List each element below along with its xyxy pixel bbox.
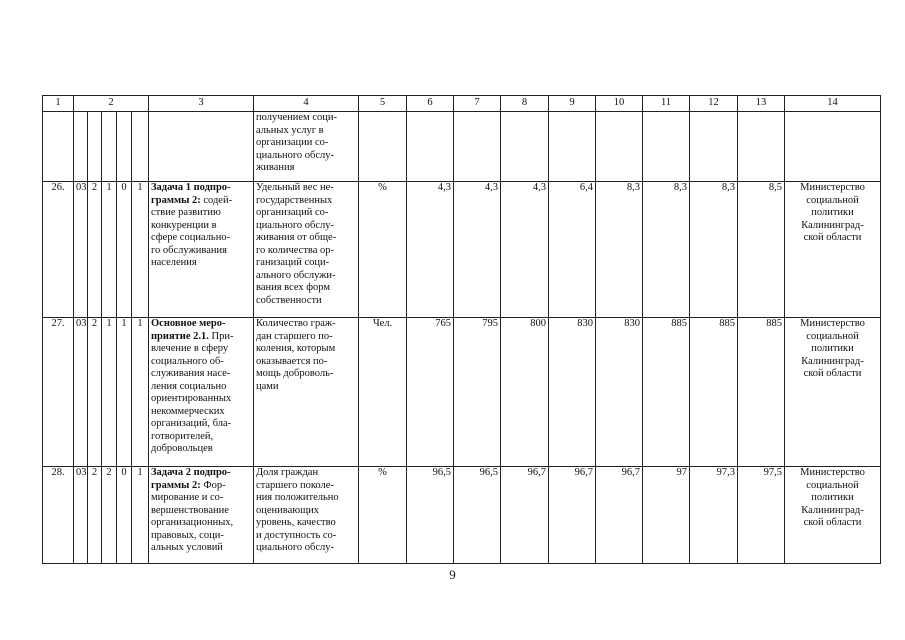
indicators-table [42,95,881,564]
text-line [151,195,251,208]
text-line: социальной [806,330,859,342]
text-line: государственных [256,194,333,206]
header-cell: 14 [785,96,881,112]
code-cell: 2 [102,467,117,564]
header-cell: 10 [596,96,643,112]
value-cell: 830 [549,318,596,467]
text-line: циального обслу- [256,542,335,553]
task-title-bold: граммы 2: [151,194,201,206]
value-cell: 885 [643,318,690,467]
task-title-bold: Задача 2 подпро- [151,467,231,478]
task-title [149,182,254,318]
code-cell: 1 [117,318,132,467]
value-cell: 8,3 [690,182,738,318]
header-cell: 13 [738,96,785,112]
page-number: 9 [449,567,456,582]
unit-cell: % [359,182,407,318]
value-cell: 96,7 [549,467,596,564]
unit-cell: % [359,467,407,564]
header-cell: 2 [74,96,149,112]
code-cell: 1 [102,182,117,318]
task-title-bold: Задача 1 подпро- [151,182,231,193]
row-number: 28. [43,467,74,564]
text-line: добровольцев [151,443,213,454]
indicator-name [254,182,359,318]
text-line: ального обслужи- [256,269,336,281]
code-cell: 2 [88,182,102,318]
text-line: циального обслу- [256,149,335,161]
text-line: оказывается по- [256,355,328,367]
text-line: го обслуживания [151,244,227,256]
value-cell: 8,3 [596,182,643,318]
indicator-name [254,318,359,467]
value-cell: 96,5 [454,467,501,564]
text-line: коления, которым [256,343,336,354]
code-cell: 2 [88,467,102,564]
text-line: ствие развитию [151,207,221,218]
code-cell: 0 [117,467,132,564]
text-line [151,318,251,331]
responsible-executor [785,182,881,318]
header-cell: 9 [549,96,596,112]
text-line: и доступность со- [256,529,337,541]
value-cell: 4,3 [407,182,454,318]
value-cell: 8,3 [643,182,690,318]
value-cell: 97,5 [738,467,785,564]
text-line: Калининград- [801,219,864,231]
row-number: 27. [43,318,74,467]
text-line: мощь доброволь- [256,368,334,379]
text-line: альных услуг в [256,124,324,136]
unit-cell: Чел. [359,318,407,467]
text-line: организации со- [256,137,329,148]
continuation-row [43,112,881,182]
code-cell: 03 [74,318,88,467]
header-cell: 7 [454,96,501,112]
text-line: уровень, качество [256,517,336,528]
text-line: Количество граж- [256,318,336,329]
text-line: социальной [806,194,859,206]
task-title-rest: содей- [200,194,233,206]
text-line: Калининград- [801,504,864,516]
task-title-bold: Основное меро- [151,318,226,329]
text-line: Удельный вес не- [256,182,334,193]
value-cell: 4,3 [454,182,501,318]
header-cell: 4 [254,96,359,112]
text-line: вания всех форм [256,282,331,293]
text-line: организационных, [151,517,234,528]
text-line [151,182,251,195]
value-cell: 800 [501,318,549,467]
text-line [151,331,251,344]
header-cell: 1 [43,96,74,112]
text-line: Калининград- [801,355,864,367]
text-line: готворителей, [151,430,214,442]
text-line: политики [811,343,854,354]
text-line: ганизаций соци- [256,257,330,268]
text-line: влечение в сферу [151,343,229,354]
text-line [151,467,251,480]
text-line: политики [811,492,854,503]
text-line: политики [811,207,854,218]
responsible-executor [785,467,881,564]
value-cell: 6,4 [549,182,596,318]
text-line: Министерство [800,182,865,193]
text-line: дан старшего по- [256,330,333,342]
text-line: организаций со- [256,207,329,218]
text-line: служивания насе- [151,368,231,379]
text-line: населения [151,257,197,268]
header-cell: 3 [149,96,254,112]
value-cell: 96,7 [501,467,549,564]
text-line: ния положительно [256,492,339,503]
row-number: 26. [43,182,74,318]
value-cell: 765 [407,318,454,467]
text-line: Министерство [800,318,865,329]
header-cell: 12 [690,96,738,112]
text-line: ской области [803,368,862,379]
indicator-name [254,467,359,564]
table-header-row [43,96,881,112]
text-line: цами [256,380,279,392]
value-cell: 830 [596,318,643,467]
text-line: живания [256,162,295,173]
text-line: ления социально [151,380,227,392]
value-cell: 96,7 [596,467,643,564]
text-line: социального об- [151,355,224,367]
header-cell: 8 [501,96,549,112]
header-cell: 11 [643,96,690,112]
code-cell: 0 [117,182,132,318]
value-cell: 8,5 [738,182,785,318]
text-line: живания от обще- [256,232,337,243]
code-cell: 1 [102,318,117,467]
table-row [43,318,881,467]
task-title-bold: граммы 2: [151,479,201,491]
code-cell: 2 [88,318,102,467]
header-cell: 6 [407,96,454,112]
text-line: ориентированных [151,393,232,404]
text-line: мирование и со- [151,492,224,503]
text-line: организаций, бла- [151,418,232,429]
text-line: социальной [806,479,859,491]
code-cell: 03 [74,467,88,564]
text-line: старшего поколе- [256,479,334,491]
value-cell: 885 [738,318,785,467]
code-cell: 1 [132,318,149,467]
code-cell: 03 [74,182,88,318]
text-line: правовых, соци- [151,529,224,541]
task-title [149,467,254,564]
text-line: получением соци- [256,112,337,123]
task-title-rest: Фор- [200,479,226,491]
text-line: вершенствование [151,504,229,516]
value-cell: 795 [454,318,501,467]
task-title-bold: приятие 2.1. [151,330,209,342]
value-cell: 97,3 [690,467,738,564]
text-line: альных условий [151,542,223,553]
text-line: ской области [803,517,862,528]
text-line: Министерство [800,467,865,478]
continuation-indicator [254,112,359,182]
code-cell: 1 [132,182,149,318]
table-row [43,467,881,564]
code-cell: 1 [132,467,149,564]
task-title-rest: При- [208,330,234,342]
text-line: некоммерческих [151,405,225,417]
table-row [43,182,881,318]
text-line: собственности [256,294,322,306]
text-line: конкуренции в [151,219,217,231]
value-cell: 96,5 [407,467,454,564]
text-line [151,480,251,493]
value-cell: 4,3 [501,182,549,318]
value-cell: 97 [643,467,690,564]
task-title [149,318,254,467]
header-cell: 5 [359,96,407,112]
text-line: циального обслу- [256,219,335,231]
text-line: Доля граждан [256,467,319,478]
text-line: ской области [803,232,862,243]
text-line: го количества ор- [256,244,335,256]
text-line: сфере социально- [151,232,231,243]
text-line: оценивающих [256,504,320,516]
value-cell: 885 [690,318,738,467]
responsible-executor [785,318,881,467]
